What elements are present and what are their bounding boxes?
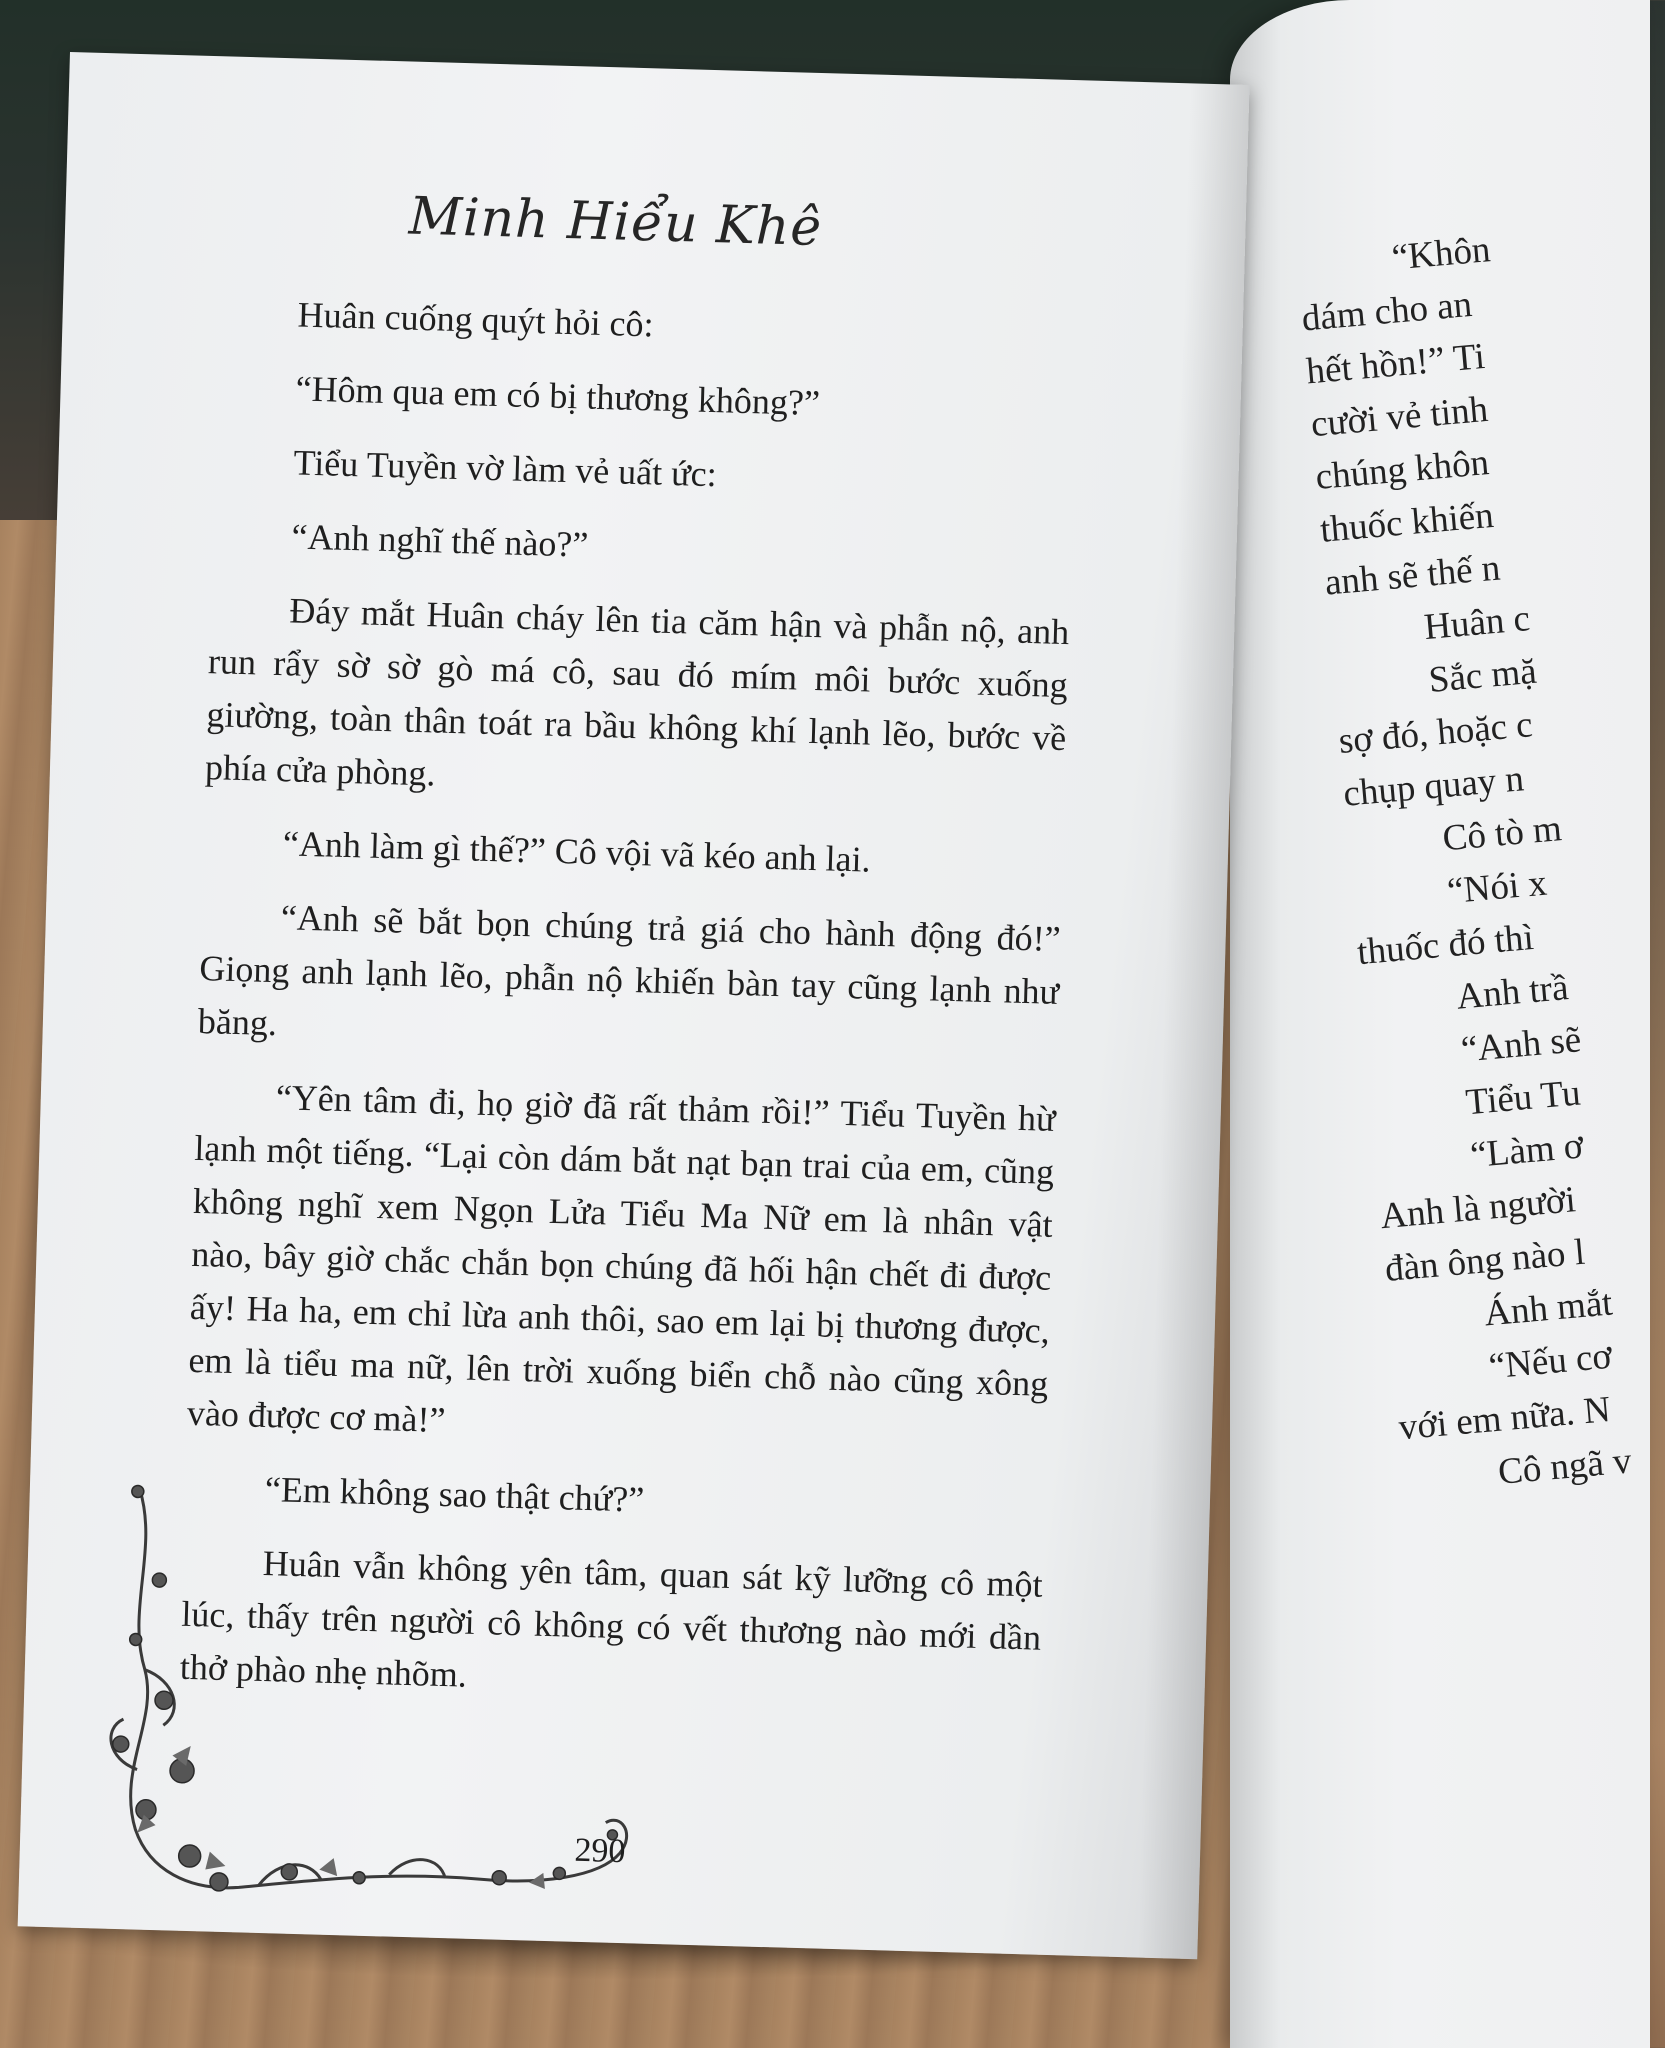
right-line: anh sẽ thế n <box>1323 547 1502 604</box>
right-line: Ánh mắt <box>1482 1282 1615 1335</box>
right-line: “Anh sẽ <box>1459 1019 1583 1071</box>
right-line: “Khôn <box>1390 229 1493 279</box>
paragraph: Đáy mắt Huân cháy lên tia căm hận và phẫn nộ, anh run rẩy sờ sờ gò má cô, sau đó mím môi bước xuống giường, toàn thân toát ra bầu không khí lạnh lẽo, bước về phía cửa phòng. <box>204 590 1070 794</box>
right-line: cười vẻ tinh <box>1309 388 1490 446</box>
right-line: “Làm ơ <box>1468 1125 1585 1177</box>
right-line: “Nếu cơ <box>1487 1335 1614 1388</box>
right-line: thuốc khiến <box>1318 494 1496 551</box>
right-line: Tiểu Tu <box>1464 1072 1583 1124</box>
right-line: hết hồn!” Ti <box>1304 335 1487 393</box>
paragraph: Huân vẫn không yên tâm, quan sát kỹ lưỡng cô một lúc, thấy trên người cô không có vết thương nào mới dần thở phào nhẹ nhõm. <box>179 1542 1044 1695</box>
right-line: với em nữa. N <box>1397 1389 1613 1449</box>
right-line: Anh là người <box>1378 1179 1578 1238</box>
right-line: Cô ngã v <box>1496 1440 1634 1493</box>
paragraph: “Hôm qua em có bị thương không?” <box>295 368 821 424</box>
paragraph: “Anh nghĩ thế nào?” <box>291 516 589 565</box>
paragraph: Tiểu Tuyền vờ làm vẻ uất ức: <box>293 442 718 495</box>
paragraph: “Anh sẽ bắt bọn chúng trả giá cho hành động đó!” Giọng anh lạnh lẽo, phẫn nộ khiến bàn tay cũng lạnh như băng. <box>197 897 1062 1044</box>
right-line: Sắc mặ <box>1427 650 1539 701</box>
paragraph: “Anh làm gì thế?” Cô vội vã kéo anh lại. <box>282 823 872 880</box>
right-line: chụp quay n <box>1341 758 1526 815</box>
page-number: 290 <box>573 1831 626 1871</box>
right-line: Anh trầ <box>1454 967 1570 1018</box>
right-line: chúng khôn <box>1314 442 1491 499</box>
running-header: Minh Hiểu Khê <box>407 186 823 259</box>
right-line: dám cho an <box>1300 283 1474 340</box>
left-page <box>18 52 1250 1959</box>
right-line: đàn ông nào l <box>1383 1231 1587 1290</box>
right-line: sợ đó, hoặc c <box>1337 704 1535 763</box>
right-line: thuốc đó thì <box>1355 916 1536 974</box>
paragraph: “Em không sao thật chứ?” <box>264 1469 645 1520</box>
right-line: Huân c <box>1422 598 1532 649</box>
paragraph: “Yên tâm đi, họ giờ đã rất thảm rồi!” Tiểu Tuyền hừ lạnh một tiếng. “Lại còn dám bắt nạt bạn trai của em, cũng không nghĩ xem Ngọn Lửa Tiểu Ma Nữ em là nhân vật nào, bây giờ chắc chắn bọn chúng đã hối hận chết đi được ấy! Ha ha, em chỉ lừa anh thôi, sao em lại bị thương được, em là tiểu ma nữ, lên trời xuống biển chỗ nào cũng xông vào được cơ mà!” <box>186 1077 1057 1441</box>
floral-vine-ornament <box>58 1468 791 1948</box>
right-line: Cô tò m <box>1440 808 1564 860</box>
right-line: “Nói x <box>1445 862 1549 913</box>
paragraph: Huân cuống quýt hỏi cô: <box>297 294 655 345</box>
